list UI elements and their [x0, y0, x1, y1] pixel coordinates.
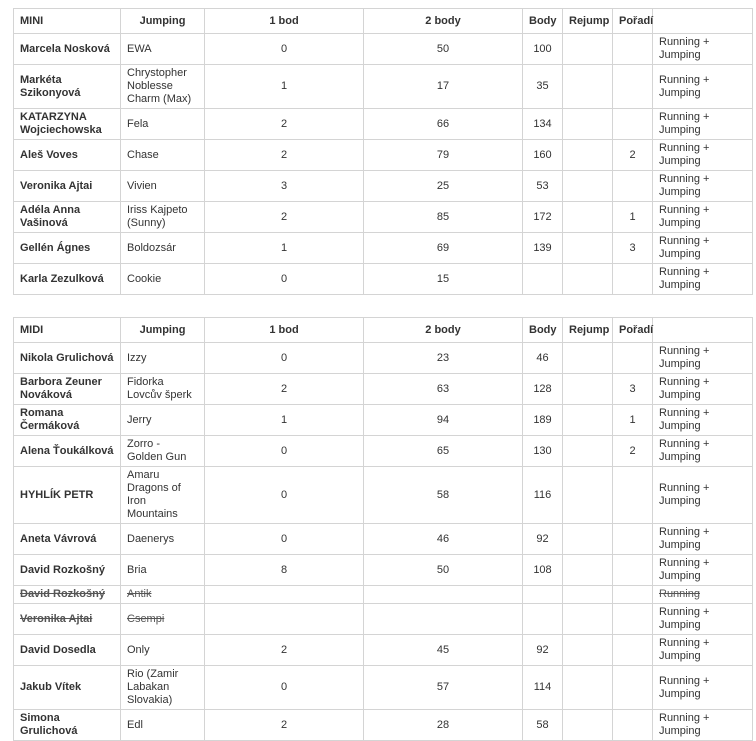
column-header: Body: [523, 318, 563, 343]
handler-name: Veronika Ajtai: [14, 171, 121, 202]
points-2-body: 23: [364, 343, 523, 374]
points-total: 35: [523, 65, 563, 109]
points-1-bod: 3: [205, 171, 364, 202]
rejump: [563, 264, 613, 295]
handler-name: Alena Ťoukálková: [14, 436, 121, 467]
rejump: [563, 666, 613, 710]
points-total: 134: [523, 109, 563, 140]
column-header: Jumping: [121, 318, 205, 343]
handler-name: Nikola Grulichová: [14, 343, 121, 374]
column-header: Pořadí: [613, 9, 653, 34]
points-total: 92: [523, 635, 563, 666]
results-table-mini: [13, 8, 753, 295]
placement: [613, 467, 653, 524]
points-total: 100: [523, 34, 563, 65]
points-1-bod: 0: [205, 264, 364, 295]
placement: [613, 34, 653, 65]
points-total: 128: [523, 374, 563, 405]
run-type: Running + Jumping: [653, 635, 753, 666]
column-header-empty: [653, 9, 753, 34]
table-row: [14, 264, 753, 295]
dog-name: Chrystopher Noblesse Charm (Max): [121, 65, 205, 109]
points-total: 92: [523, 524, 563, 555]
rejump: [563, 374, 613, 405]
column-header: Rejump: [563, 318, 613, 343]
run-type: Running + Jumping: [653, 65, 753, 109]
points-total: 116: [523, 467, 563, 524]
points-1-bod: 2: [205, 374, 364, 405]
points-2-body: 28: [364, 710, 523, 741]
rejump: [563, 524, 613, 555]
table-row: [14, 343, 753, 374]
placement: [613, 710, 653, 741]
table-row: [14, 405, 753, 436]
points-1-bod: 1: [205, 233, 364, 264]
dog-name: Edl: [121, 710, 205, 741]
table-gap: [13, 295, 748, 317]
dog-name: Csempi: [121, 604, 205, 635]
dog-name: Cookie: [121, 264, 205, 295]
points-2-body: 65: [364, 436, 523, 467]
dog-name: Daenerys: [121, 524, 205, 555]
points-2-body: 45: [364, 635, 523, 666]
run-type: Running + Jumping: [653, 436, 753, 467]
points-2-body: 50: [364, 555, 523, 586]
rejump: [563, 604, 613, 635]
run-type: Running + Jumping: [653, 140, 753, 171]
handler-name: HYHLÍK PETR: [14, 467, 121, 524]
handler-name: KATARZYNA Wojciechowska: [14, 109, 121, 140]
rejump: [563, 171, 613, 202]
table-row: [14, 635, 753, 666]
handler-name: Gellén Ágnes: [14, 233, 121, 264]
table-row: [14, 65, 753, 109]
points-2-body: [364, 586, 523, 604]
handler-name: David Dosedla: [14, 635, 121, 666]
dog-name: Chase: [121, 140, 205, 171]
run-type: Running + Jumping: [653, 555, 753, 586]
placement: [613, 666, 653, 710]
points-2-body: 63: [364, 374, 523, 405]
points-2-body: 50: [364, 34, 523, 65]
rejump: [563, 343, 613, 374]
placement: 1: [613, 405, 653, 436]
dog-name: Bria: [121, 555, 205, 586]
points-2-body: 15: [364, 264, 523, 295]
rejump: [563, 635, 613, 666]
points-1-bod: 2: [205, 202, 364, 233]
points-total: [523, 604, 563, 635]
table-row: [14, 233, 753, 264]
column-header: 2 body: [364, 318, 523, 343]
points-total: 139: [523, 233, 563, 264]
column-header: Rejump: [563, 9, 613, 34]
placement: 3: [613, 233, 653, 264]
points-2-body: 85: [364, 202, 523, 233]
run-type: Running + Jumping: [653, 710, 753, 741]
placement: 1: [613, 202, 653, 233]
run-type: Running + Jumping: [653, 34, 753, 65]
points-2-body: 94: [364, 405, 523, 436]
points-1-bod: 1: [205, 65, 364, 109]
table-row: [14, 436, 753, 467]
run-type: Running + Jumping: [653, 264, 753, 295]
run-type: Running + Jumping: [653, 405, 753, 436]
points-total: 189: [523, 405, 563, 436]
points-1-bod: 8: [205, 555, 364, 586]
header-row: [14, 318, 753, 343]
dog-name: Vivien: [121, 171, 205, 202]
placement: [613, 171, 653, 202]
points-total: 160: [523, 140, 563, 171]
points-1-bod: 0: [205, 666, 364, 710]
column-header: Pořadí: [613, 318, 653, 343]
dog-name: Boldozsár: [121, 233, 205, 264]
handler-name: Veronika Ajtai: [14, 604, 121, 635]
rejump: [563, 555, 613, 586]
points-1-bod: 2: [205, 109, 364, 140]
points-2-body: 69: [364, 233, 523, 264]
run-type: Running + Jumping: [653, 233, 753, 264]
points-2-body: 57: [364, 666, 523, 710]
dog-name: Only: [121, 635, 205, 666]
dog-name: Antik: [121, 586, 205, 604]
placement: [613, 524, 653, 555]
handler-name: Romana Čermáková: [14, 405, 121, 436]
handler-name: David Rozkošný: [14, 555, 121, 586]
table-row: [14, 34, 753, 65]
points-1-bod: 0: [205, 524, 364, 555]
table-row: [14, 109, 753, 140]
rejump: [563, 233, 613, 264]
dog-name: EWA: [121, 34, 205, 65]
run-type: Running + Jumping: [653, 374, 753, 405]
points-1-bod: 0: [205, 467, 364, 524]
dog-name: Amaru Dragons of Iron Mountains: [121, 467, 205, 524]
handler-name: Karla Zezulková: [14, 264, 121, 295]
handler-name: Simona Grulichová: [14, 710, 121, 741]
column-header: Body: [523, 9, 563, 34]
points-1-bod: 2: [205, 635, 364, 666]
results-table-midi: [13, 317, 753, 741]
run-type: Running + Jumping: [653, 202, 753, 233]
placement: [613, 109, 653, 140]
rejump: [563, 710, 613, 741]
handler-name: Jakub Vítek: [14, 666, 121, 710]
dog-name: Iriss Kajpeto (Sunny): [121, 202, 205, 233]
run-type: Running + Jumping: [653, 604, 753, 635]
rejump: [563, 202, 613, 233]
table-row: [14, 140, 753, 171]
dog-name: Izzy: [121, 343, 205, 374]
points-total: 130: [523, 436, 563, 467]
run-type: Running + Jumping: [653, 109, 753, 140]
points-total: [523, 264, 563, 295]
placement: [613, 586, 653, 604]
results-tables: [13, 8, 748, 741]
rejump: [563, 586, 613, 604]
placement: 3: [613, 374, 653, 405]
placement: 2: [613, 140, 653, 171]
dog-name: Zorro - Golden Gun: [121, 436, 205, 467]
points-total: 108: [523, 555, 563, 586]
handler-name: Aleš Voves: [14, 140, 121, 171]
points-total: [523, 586, 563, 604]
points-2-body: 66: [364, 109, 523, 140]
points-2-body: 25: [364, 171, 523, 202]
dog-name: Jerry: [121, 405, 205, 436]
rejump: [563, 467, 613, 524]
category-header: MINI: [14, 9, 121, 34]
category-header: MIDI: [14, 318, 121, 343]
table-row: [14, 666, 753, 710]
points-1-bod: 1: [205, 405, 364, 436]
points-total: 58: [523, 710, 563, 741]
rejump: [563, 34, 613, 65]
placement: [613, 604, 653, 635]
points-2-body: 79: [364, 140, 523, 171]
table-row: [14, 710, 753, 741]
placement: [613, 65, 653, 109]
points-1-bod: 2: [205, 140, 364, 171]
handler-name: David Rozkošný: [14, 586, 121, 604]
rejump: [563, 405, 613, 436]
header-row: [14, 9, 753, 34]
column-header-empty: [653, 318, 753, 343]
placement: [613, 635, 653, 666]
table-row: [14, 524, 753, 555]
rejump: [563, 109, 613, 140]
points-total: 172: [523, 202, 563, 233]
table-row: [14, 604, 753, 635]
points-1-bod: [205, 604, 364, 635]
run-type: Running + Jumping: [653, 343, 753, 374]
table-row: [14, 171, 753, 202]
points-total: 114: [523, 666, 563, 710]
table-row: [14, 374, 753, 405]
placement: [613, 555, 653, 586]
table-row: [14, 202, 753, 233]
column-header: 1 bod: [205, 9, 364, 34]
points-total: 53: [523, 171, 563, 202]
points-2-body: 17: [364, 65, 523, 109]
points-2-body: 58: [364, 467, 523, 524]
handler-name: Aneta Vávrová: [14, 524, 121, 555]
table-row: [14, 555, 753, 586]
placement: 2: [613, 436, 653, 467]
handler-name: Barbora Zeuner Nováková: [14, 374, 121, 405]
points-1-bod: 0: [205, 436, 364, 467]
run-type: Running: [653, 586, 753, 604]
points-total: 46: [523, 343, 563, 374]
dog-name: Rio (Zamir Labakan Slovakia): [121, 666, 205, 710]
points-2-body: [364, 604, 523, 635]
handler-name: Adéla Anna Vašinová: [14, 202, 121, 233]
column-header: Jumping: [121, 9, 205, 34]
table-row: [14, 586, 753, 604]
placement: [613, 264, 653, 295]
handler-name: Markéta Szikonyová: [14, 65, 121, 109]
points-1-bod: [205, 586, 364, 604]
points-1-bod: 0: [205, 343, 364, 374]
dog-name: Fidorka Lovcův šperk: [121, 374, 205, 405]
table-row: [14, 467, 753, 524]
run-type: Running + Jumping: [653, 171, 753, 202]
column-header: 1 bod: [205, 318, 364, 343]
rejump: [563, 436, 613, 467]
handler-name: Marcela Nosková: [14, 34, 121, 65]
rejump: [563, 65, 613, 109]
column-header: 2 body: [364, 9, 523, 34]
run-type: Running + Jumping: [653, 524, 753, 555]
dog-name: Fela: [121, 109, 205, 140]
run-type: Running + Jumping: [653, 467, 753, 524]
placement: [613, 343, 653, 374]
points-1-bod: 0: [205, 34, 364, 65]
points-2-body: 46: [364, 524, 523, 555]
points-1-bod: 2: [205, 710, 364, 741]
rejump: [563, 140, 613, 171]
run-type: Running + Jumping: [653, 666, 753, 710]
